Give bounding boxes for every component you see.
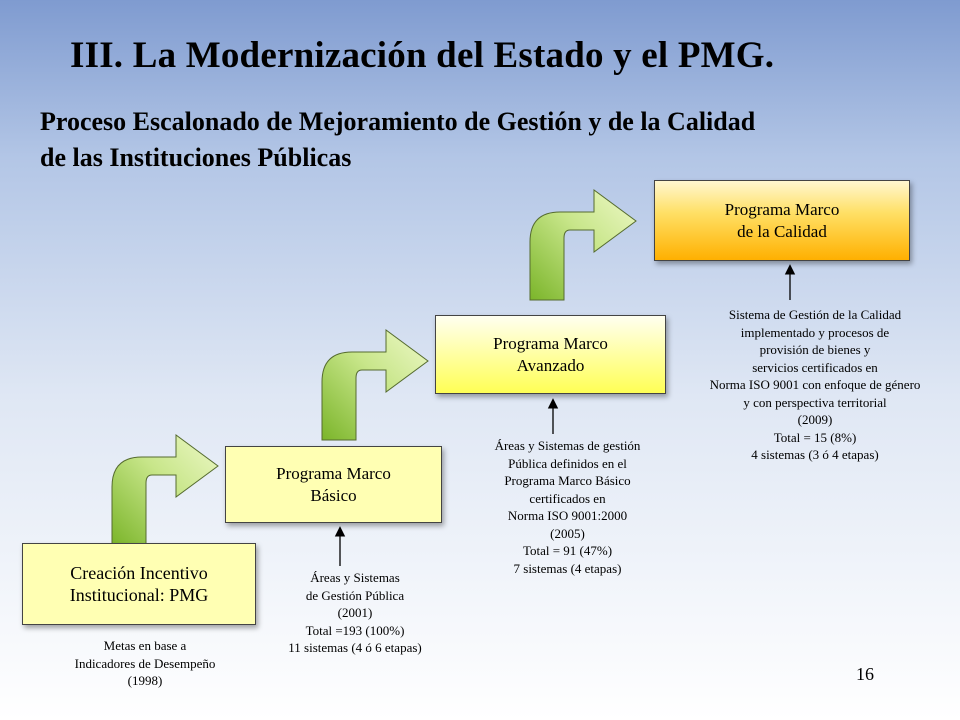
box-programa-calidad bbox=[654, 180, 910, 261]
note-basico: Áreas y Sistemas de Gestión Pública (2001) Total =193 (100%) 11 sistemas (4 ó 6 etapas) bbox=[288, 570, 422, 655]
page-number: 16 bbox=[856, 664, 874, 684]
step-arrow-1 bbox=[112, 435, 218, 545]
box-programa-basico bbox=[225, 446, 442, 523]
box-programa-calidad-label: Programa Marco de la Calidad bbox=[724, 199, 840, 241]
step-arrow-3 bbox=[530, 190, 636, 300]
box-programa-basico-label: Programa Marco Básico bbox=[276, 463, 391, 505]
box-creacion-incentivo bbox=[22, 543, 256, 625]
note-pmg: Metas en base a Indicadores de Desempeño (1998) bbox=[74, 638, 216, 688]
note-calidad: Sistema de Gestión de la Calidad implementado y procesos de provisión de bienes y servicios certificados en Norma ISO 9001 con enfoque de género y con perspectiva territorial (2009) Total = 15 (8%) 4 sistemas (3 ó 4 etapas) bbox=[709, 307, 921, 462]
slide-subtitle: Proceso Escalonado de Mejoramiento de Gestión y de la Calidad de las Instituciones Públicas bbox=[40, 107, 756, 172]
slide-title: III. La Modernización del Estado y el PMG. bbox=[70, 35, 775, 76]
step-arrow-2 bbox=[322, 330, 428, 440]
note-avanzado: Áreas y Sistemas de gestión Pública definidos en el Programa Marco Básico certificados en Norma ISO 9001:2000 (2005) Total = 91 (47%) 7 sistemas (4 etapas) bbox=[494, 438, 641, 576]
box-programa-avanzado-label: Programa Marco Avanzado bbox=[493, 333, 608, 375]
box-creacion-incentivo-label: Creación Incentivo Institucional: PMG bbox=[69, 563, 209, 605]
box-programa-avanzado bbox=[435, 315, 666, 394]
